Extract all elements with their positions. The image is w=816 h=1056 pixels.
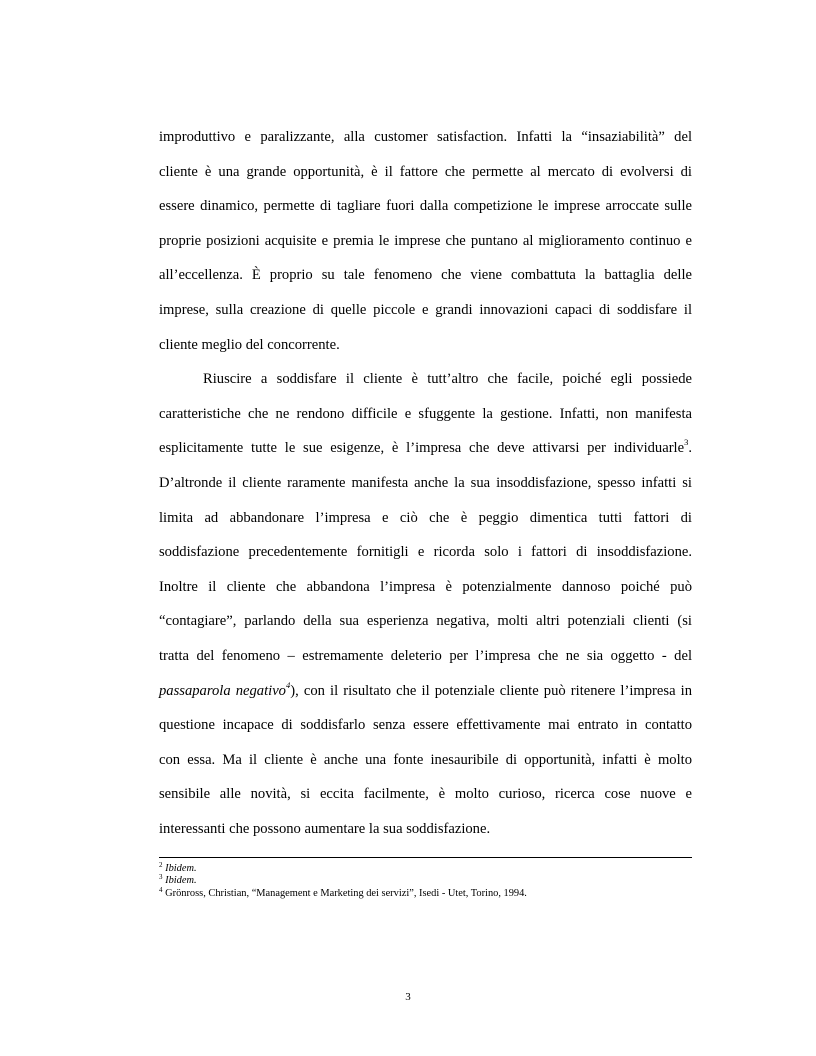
italic-term: passaparola negativo (159, 682, 286, 699)
footnote-number: 4 (159, 885, 163, 894)
text-line: Inoltre il cliente che abbandona l’impresa è potenzialmente dannoso poiché può (159, 578, 692, 595)
text-line: interessanti che possono aumentare la sua soddisfazione. (159, 820, 491, 837)
text-line: soddisfazione precedentemente fornitigli e ricorda solo i fattori di insoddisfazione. (159, 544, 692, 561)
paragraph-1 (159, 120, 692, 362)
text-line: questione incapace di soddisfarlo senza essere effettivamente mai entrato in contatto (159, 717, 692, 734)
footnote-number: 2 (159, 861, 163, 869)
text-line (159, 431, 692, 466)
text-line: imprese, sulla creazione di quelle piccole e grandi innovazioni capaci di soddisfare il (159, 301, 692, 318)
footnote-4 (159, 885, 692, 900)
footnote-ref-3: 3 (684, 437, 689, 448)
footnotes (159, 863, 692, 900)
text-line: proprie posizioni acquisite e premia le imprese che puntano al miglioramento continuo e (159, 232, 692, 249)
text-line (159, 674, 692, 709)
paragraph-2 (159, 362, 692, 846)
footnote-ref-4: 4 (285, 679, 291, 690)
text-line: D’altronde il cliente raramente manifesta anche la sua insoddisfazione, spesso infatti si (159, 474, 692, 491)
text-line: limita ad abbandonare l’impresa e ciò che è peggio dimentica tutti fattori di (159, 509, 692, 526)
footnote-text: Ibidem. (165, 863, 197, 874)
text-segment: ), con il risultato che il potenziale cliente può ritenere l’impresa in (290, 682, 692, 699)
text-line: Riuscire a soddisfare il cliente è tutt’altro che facile, poiché egli possiede (203, 371, 692, 388)
text-line: all’eccellenza. È proprio su tale fenomeno che viene combattuta la battaglia delle (159, 267, 692, 284)
text-line: cliente è una grande opportunità, è il fattore che permette al mercato di evolversi di (159, 163, 692, 180)
footnote-2 (159, 863, 692, 875)
text-line: cliente meglio del concorrente. (159, 336, 340, 353)
footnote-text: Ibidem. (165, 875, 197, 887)
text-segment: esplicitamente tutte le sue esigenze, è l’impresa che deve attivarsi per individuarle (159, 440, 685, 457)
text-line: sensibile alle novità, si eccita facilmente, è molto curioso, ricerca cose nuove e (159, 786, 692, 803)
footnote-text: Grönross, Christian, “Management e Marketing dei servizi”, Isedi - Utet, Torino, 1994. (165, 887, 527, 899)
page-number: 3 (405, 991, 411, 1003)
footnote-number: 3 (159, 873, 163, 882)
text-line: tratta del fenomeno – estremamente deleterio per l’impresa che ne sia oggetto - del (159, 647, 692, 664)
body-text (159, 120, 692, 846)
text-segment: . (688, 440, 692, 457)
text-line: con essa. Ma il cliente è anche una fonte inesauribile di opportunità, infatti è molto (159, 751, 692, 768)
footnote-divider (159, 857, 692, 858)
text-line: caratteristiche che ne rendono difficile e sfuggente la gestione. Infatti, non manifesta (159, 405, 692, 422)
text-line: essere dinamico, permette di tagliare fuori dalla competizione le imprese arroccate sulle (159, 198, 692, 215)
text-line: “contagiare”, parlando della sua esperienza negativa, molti altri potenziali clienti (si (159, 613, 692, 630)
text-line: improduttivo e paralizzante, alla customer satisfaction. Infatti la “insaziabilità” del (159, 129, 692, 145)
footnote-3 (159, 875, 692, 887)
